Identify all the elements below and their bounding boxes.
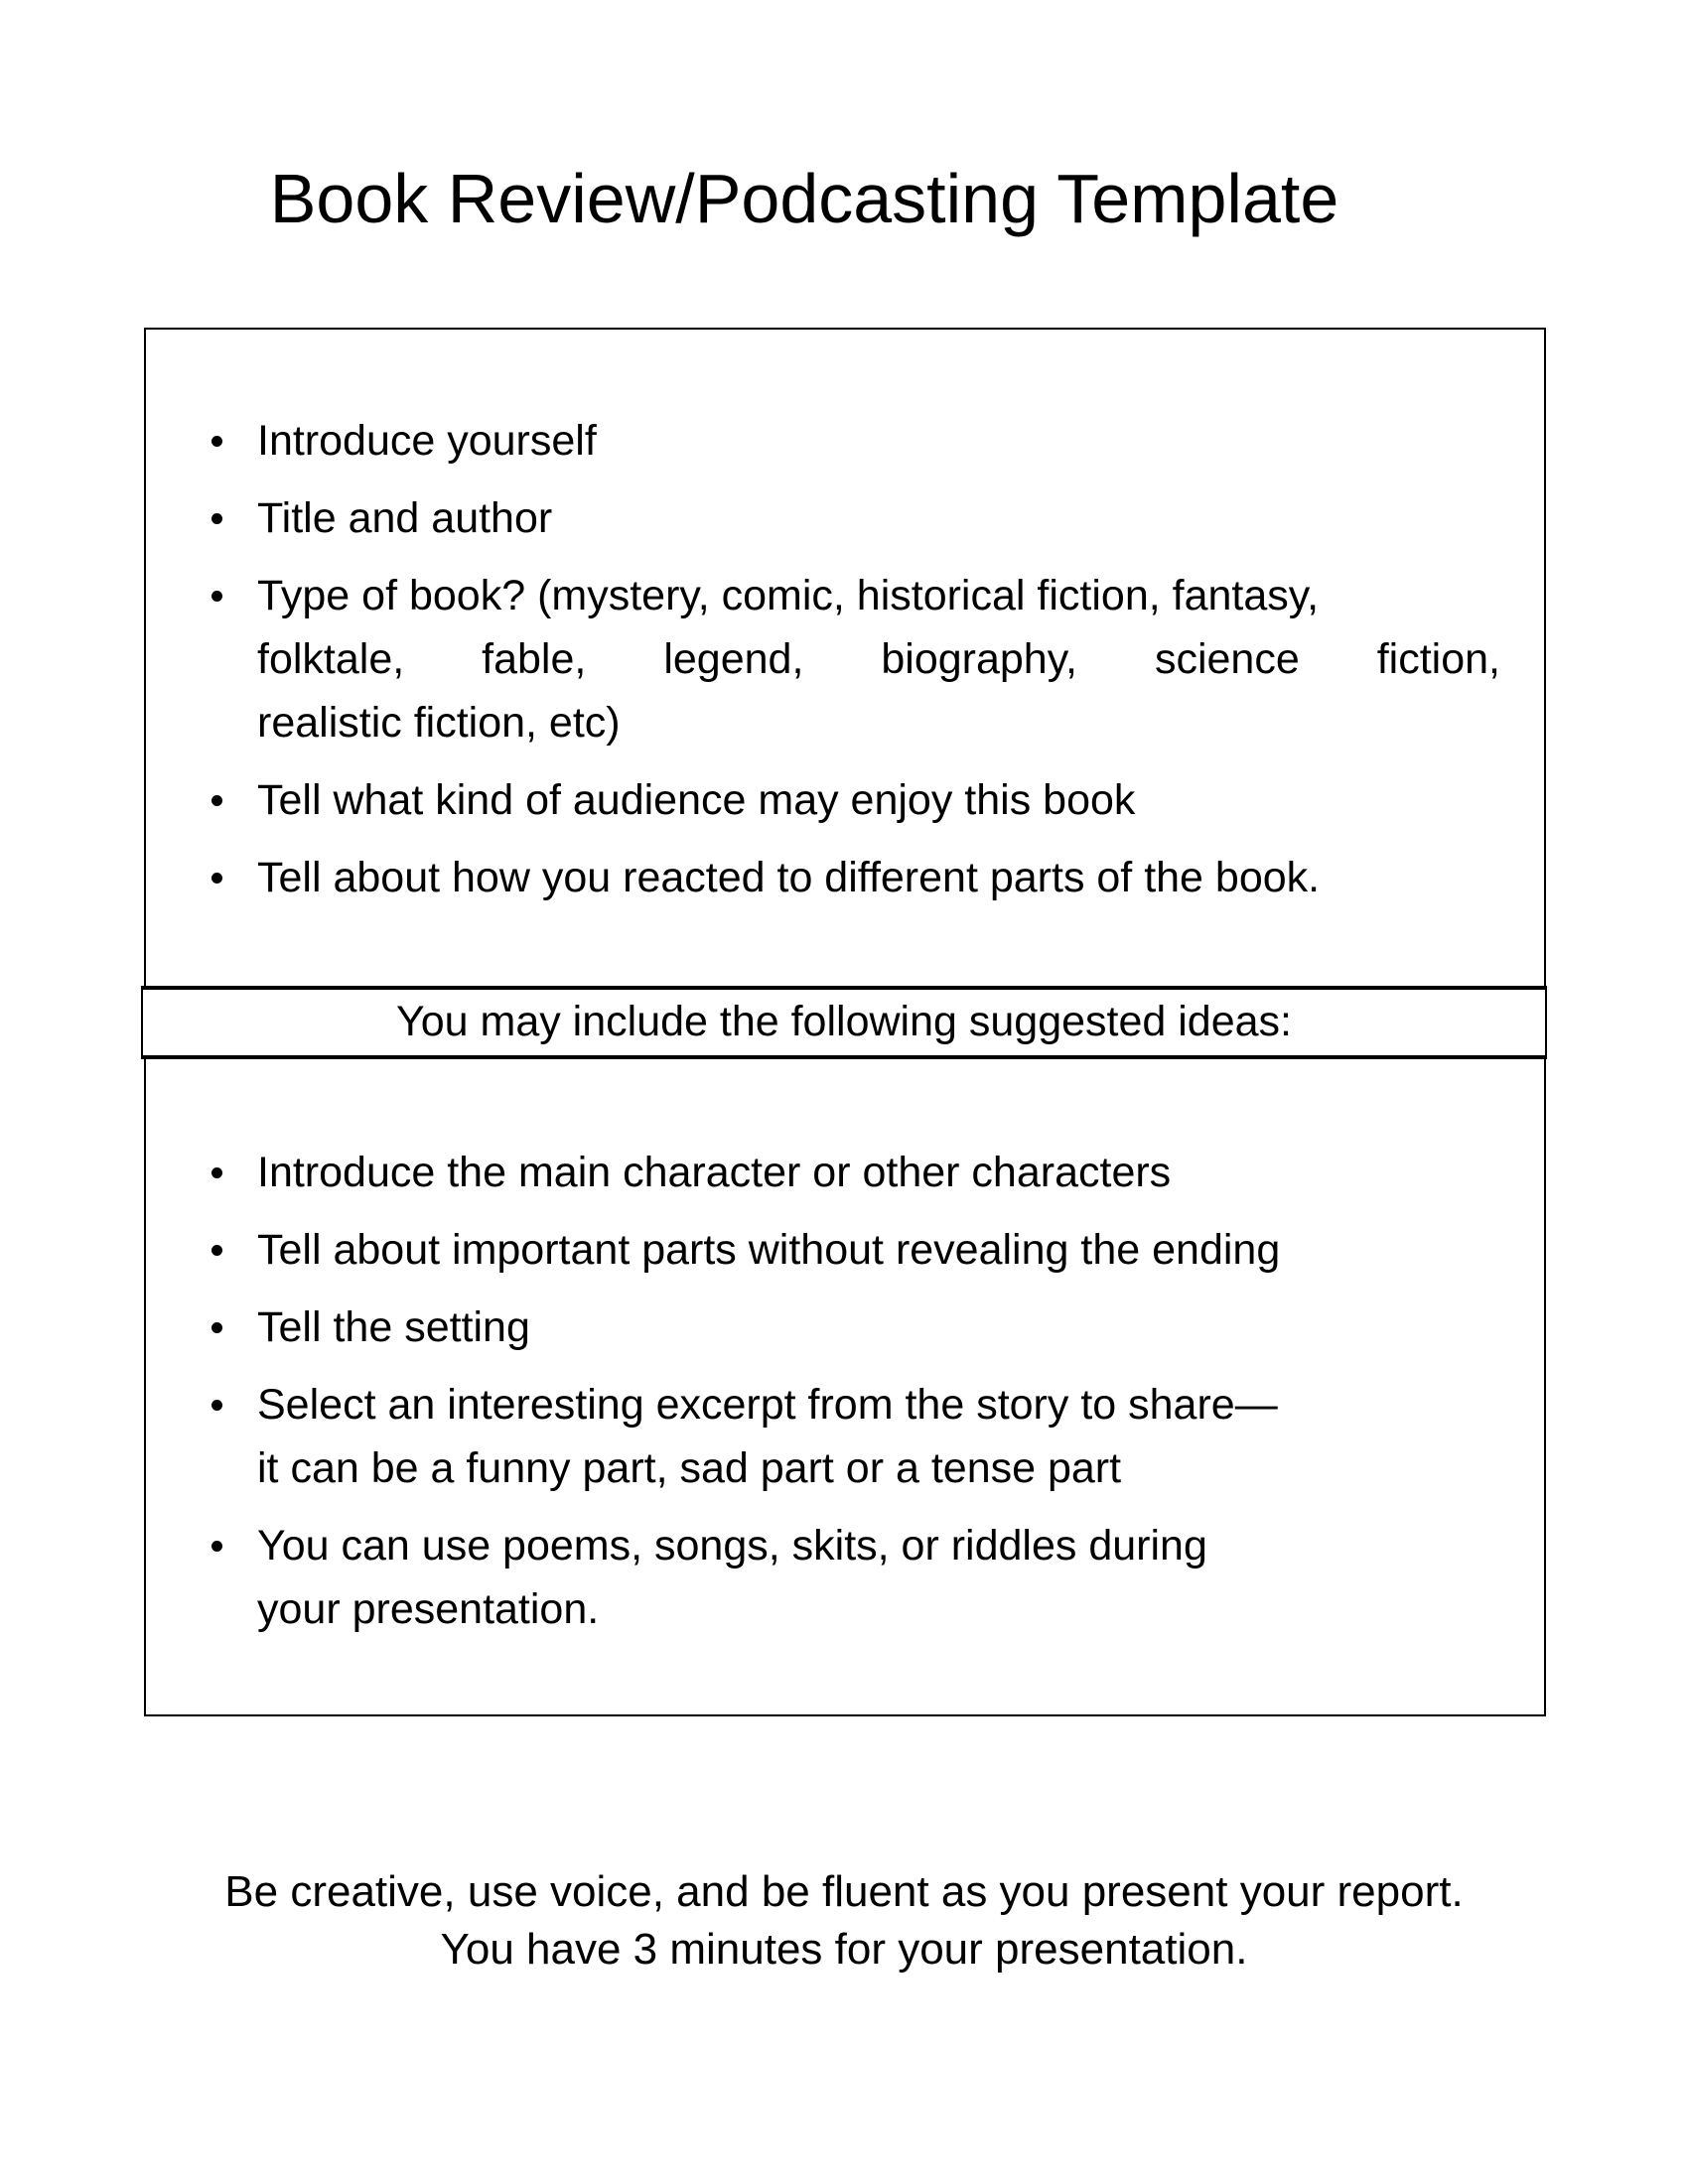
list-item [146,564,1544,754]
list-item-line: Tell what kind of audience may enjoy this book [257,776,1136,824]
closing-note-line: You have 3 minutes for your presentation. [440,1925,1248,1974]
list-item [146,486,1544,550]
closing-note [0,1863,1688,1979]
list-item [146,768,1544,832]
list-item-line: Tell the setting [257,1303,530,1351]
bullet-icon [211,591,222,602]
list-item-line: Title and author [257,494,553,542]
bullet-icon [211,436,222,447]
page-title: Book Review/Podcasting Template [269,160,1339,237]
suggested-ideas-header [141,986,1547,1059]
bullet-icon [211,1541,222,1552]
required-items-box [144,328,1546,986]
bullet-icon [211,513,222,524]
list-item-line: Introduce yourself [257,417,597,465]
list-item-line: Tell about important parts without revealing the ending [257,1226,1281,1274]
list-item-line: Introduce the main character or other characters [257,1149,1172,1196]
list-item [146,409,1544,473]
list-item-line: your presentation. [257,1585,600,1633]
bullet-icon [211,1400,222,1411]
suggested-ideas-header-text: You may include the following suggested ideas: [395,998,1292,1045]
list-item [146,1296,1544,1359]
list-item [146,846,1544,909]
list-item-line: folktale, fable, legend, biography, science fiction, [257,635,1500,683]
list-item [146,1514,1544,1641]
list-item-line: You can use poems, songs, skits, or riddles during [257,1522,1207,1570]
list-item [146,1373,1544,1500]
list-item-line: it can be a funny part, sad part or a tense part [257,1444,1122,1492]
list-item-line: realistic fiction, etc) [257,699,621,747]
list-item [146,1141,1544,1204]
bullet-icon [211,1322,222,1333]
list-item-line: Select an interesting excerpt from the story to share— [257,1381,1278,1429]
bullet-icon [211,873,222,884]
bullet-icon [211,1245,222,1256]
bullet-icon [211,1167,222,1178]
list-item-line: Type of book? (mystery, comic, historical fiction, fantasy, [257,572,1320,619]
suggested-ideas-box [144,1059,1546,1716]
closing-note-line: Be creative, use voice, and be fluent as you present your report. [224,1867,1464,1916]
bullet-icon [211,795,222,806]
list-item-line: Tell about how you reacted to different parts of the book. [257,854,1321,901]
list-item [146,1218,1544,1282]
